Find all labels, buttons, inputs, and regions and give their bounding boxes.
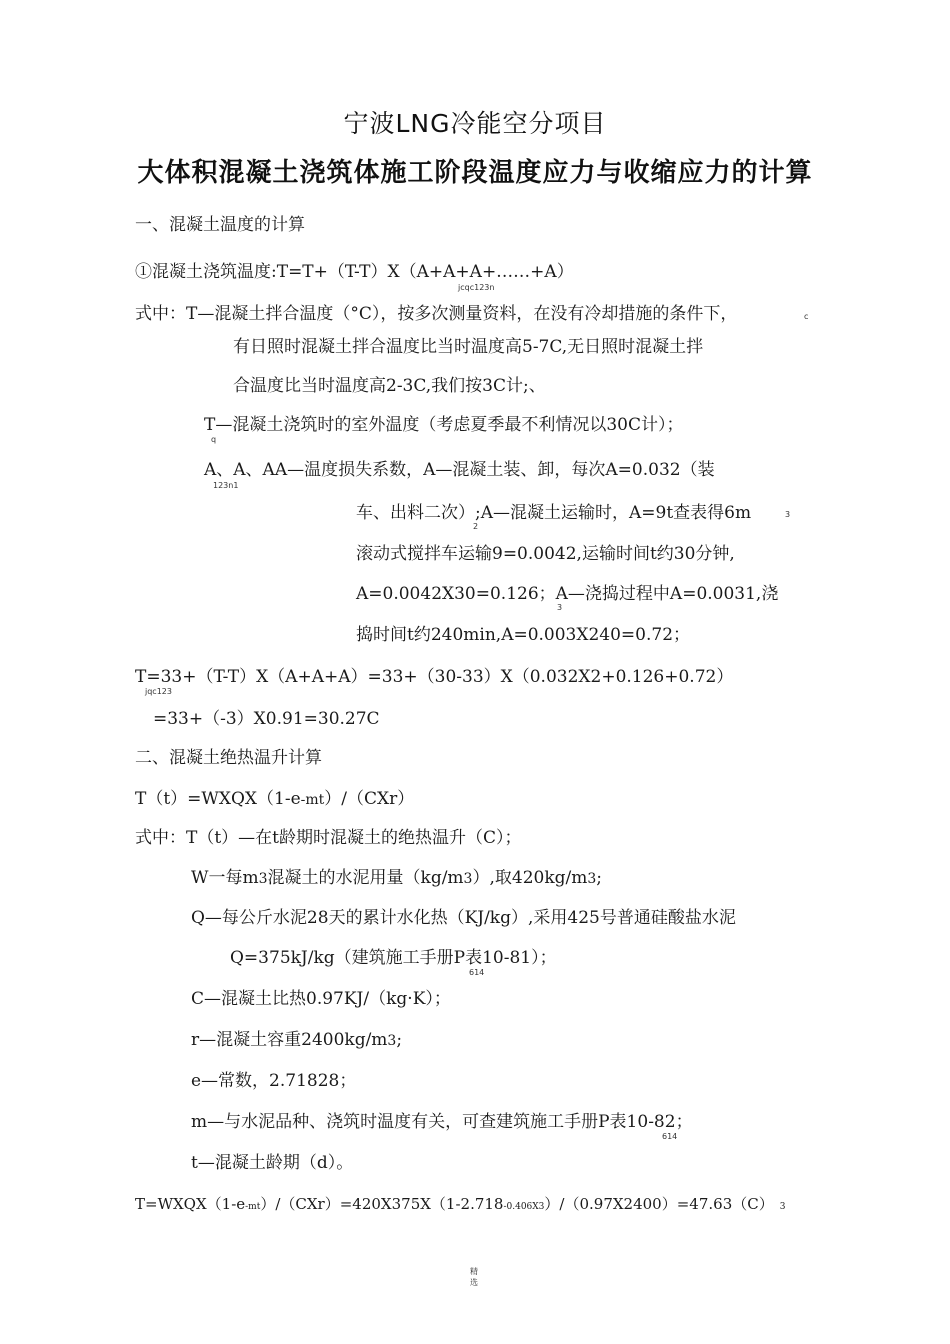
- definition-pouring: A=0.0042X30=0.126；A—浇捣过程中A=0.0031,浇: [356, 584, 779, 604]
- text-part: 混凝土的水泥用量（kg/m: [267, 868, 464, 888]
- unit-superscript: 3: [463, 871, 473, 887]
- definition-cement-content: [191, 867, 602, 890]
- definition-outdoor-subscript: q: [211, 435, 217, 444]
- calc-part: ）/（0.97X2400）=47.63（C）: [544, 1195, 774, 1213]
- hydration-heat-value: Q=375kJ/kg（建筑施工手册P表10-81）；: [230, 948, 557, 968]
- definition-age: t—混凝土龄期（d）。: [191, 1153, 354, 1173]
- text-part: ;: [596, 868, 603, 888]
- definition-mix-temp-line3: 合温度比当时温度高2-3C,我们按3C计;、: [233, 376, 546, 396]
- page-footer: [462, 1266, 486, 1288]
- trailing-mark: 3: [779, 1202, 786, 1212]
- text-part: ;: [396, 1030, 403, 1050]
- unit-superscript: 3: [258, 871, 268, 887]
- exponent: -mt: [245, 1202, 261, 1212]
- text-part: W一每m: [191, 868, 259, 888]
- definition-mix-temp: 式中：T—混凝土拌合温度（°C），按多次测量资料，在没有冷却措施的条件下，: [135, 304, 738, 324]
- definition-density: [191, 1029, 402, 1052]
- formula-subscripts: jcqc123n: [458, 283, 495, 292]
- transport-unit-superscript: 3: [785, 510, 791, 519]
- calc-part: ）/（CXr）=420X375X（1-2.718: [260, 1195, 504, 1213]
- definition-constant-e: e—常数，2.71828；: [191, 1071, 357, 1091]
- text-part: ）,取420kg/m: [472, 868, 588, 888]
- transport-subscript: 2: [473, 522, 479, 531]
- definition-coefficient-m: m—与水泥品种、浇筑时温度有关，可查建筑施工手册P表10-82；: [191, 1112, 693, 1132]
- document-title: 宁波LNG冷能空分项目: [343, 109, 607, 138]
- calc-part: T=WXQX（1-e: [135, 1195, 246, 1213]
- adiabatic-rise-calculation: [135, 1193, 785, 1218]
- exponent: -mt: [300, 792, 325, 808]
- definition-specific-heat: C—混凝土比热0.97KJ/（kg·K）；: [191, 989, 451, 1009]
- calculation-subscripts: jqc123: [145, 687, 172, 696]
- exponent: -0.406X3: [503, 1202, 545, 1212]
- text-part: r—混凝土容重2400kg/m: [191, 1030, 388, 1050]
- definition-hydration-heat: Q—每公斤水泥28天的累计水化热（KJ/kg）,采用425号普通硅酸盐水泥: [191, 908, 736, 928]
- pour-temperature-result: =33+（-3）X0.91=30.27C: [153, 709, 380, 729]
- definition-transport-line2: 滚动式搅拌车运输9=0.0042,运输时间t约30分钟,: [356, 544, 735, 564]
- unit-superscript: 3: [387, 1033, 397, 1049]
- pouring-subscript: 3: [557, 603, 563, 612]
- section2-heading: 二、混凝土绝热温升计算: [135, 748, 322, 768]
- definition-mix-temp-line2: 有日照时混凝土拌合温度比当时温度高5-7C,无日照时混凝土拌: [233, 337, 704, 357]
- definition-transport: 车、出料二次）;A—混凝土运输时，A=9t查表得6m: [356, 503, 752, 523]
- hydration-heat-subscript: 614: [469, 968, 485, 977]
- adiabatic-rise-formula: [135, 788, 414, 811]
- pour-temperature-formula: ①混凝土浇筑温度:T=T+（T-T）X（A+A+A+……+A）: [135, 262, 574, 282]
- definition-pouring-line2: 捣时间t约240min,A=0.003X240=0.72；: [356, 625, 691, 645]
- definition-tail-mark: c: [804, 312, 809, 321]
- coefficient-m-subscript: 614: [662, 1132, 678, 1141]
- loss-coefficient-subscripts: 123n1: [213, 481, 239, 490]
- pour-temperature-calculation: T=33+（T-T）X（A+A+A）=33+（30-33）X（0.032X2+0.126+0.72）: [135, 667, 734, 687]
- definition-outdoor-temp: T—混凝土浇筑时的室外温度（考虑夏季最不利情况以30C计）；: [204, 415, 684, 435]
- footer-char: 精: [470, 1267, 478, 1276]
- document-subtitle: 大体积混凝土浇筑体施工阶段温度应力与收缩应力的计算: [137, 158, 813, 188]
- formula-part: T（t）=WXQX（1-e: [135, 789, 301, 809]
- unit-superscript: 3: [587, 871, 597, 887]
- definition-adiabatic-rise: 式中：T（t）—在t龄期时混凝土的绝热温升（C）；: [135, 828, 522, 848]
- formula-part: ）/（CXr）: [324, 789, 415, 809]
- footer-char: 选: [470, 1278, 478, 1287]
- section1-heading: 一、混凝土温度的计算: [135, 215, 305, 235]
- definition-loss-coefficients: A、A、AA—温度损失系数，A—混凝土装、卸，每次A=0.032（装: [204, 460, 715, 480]
